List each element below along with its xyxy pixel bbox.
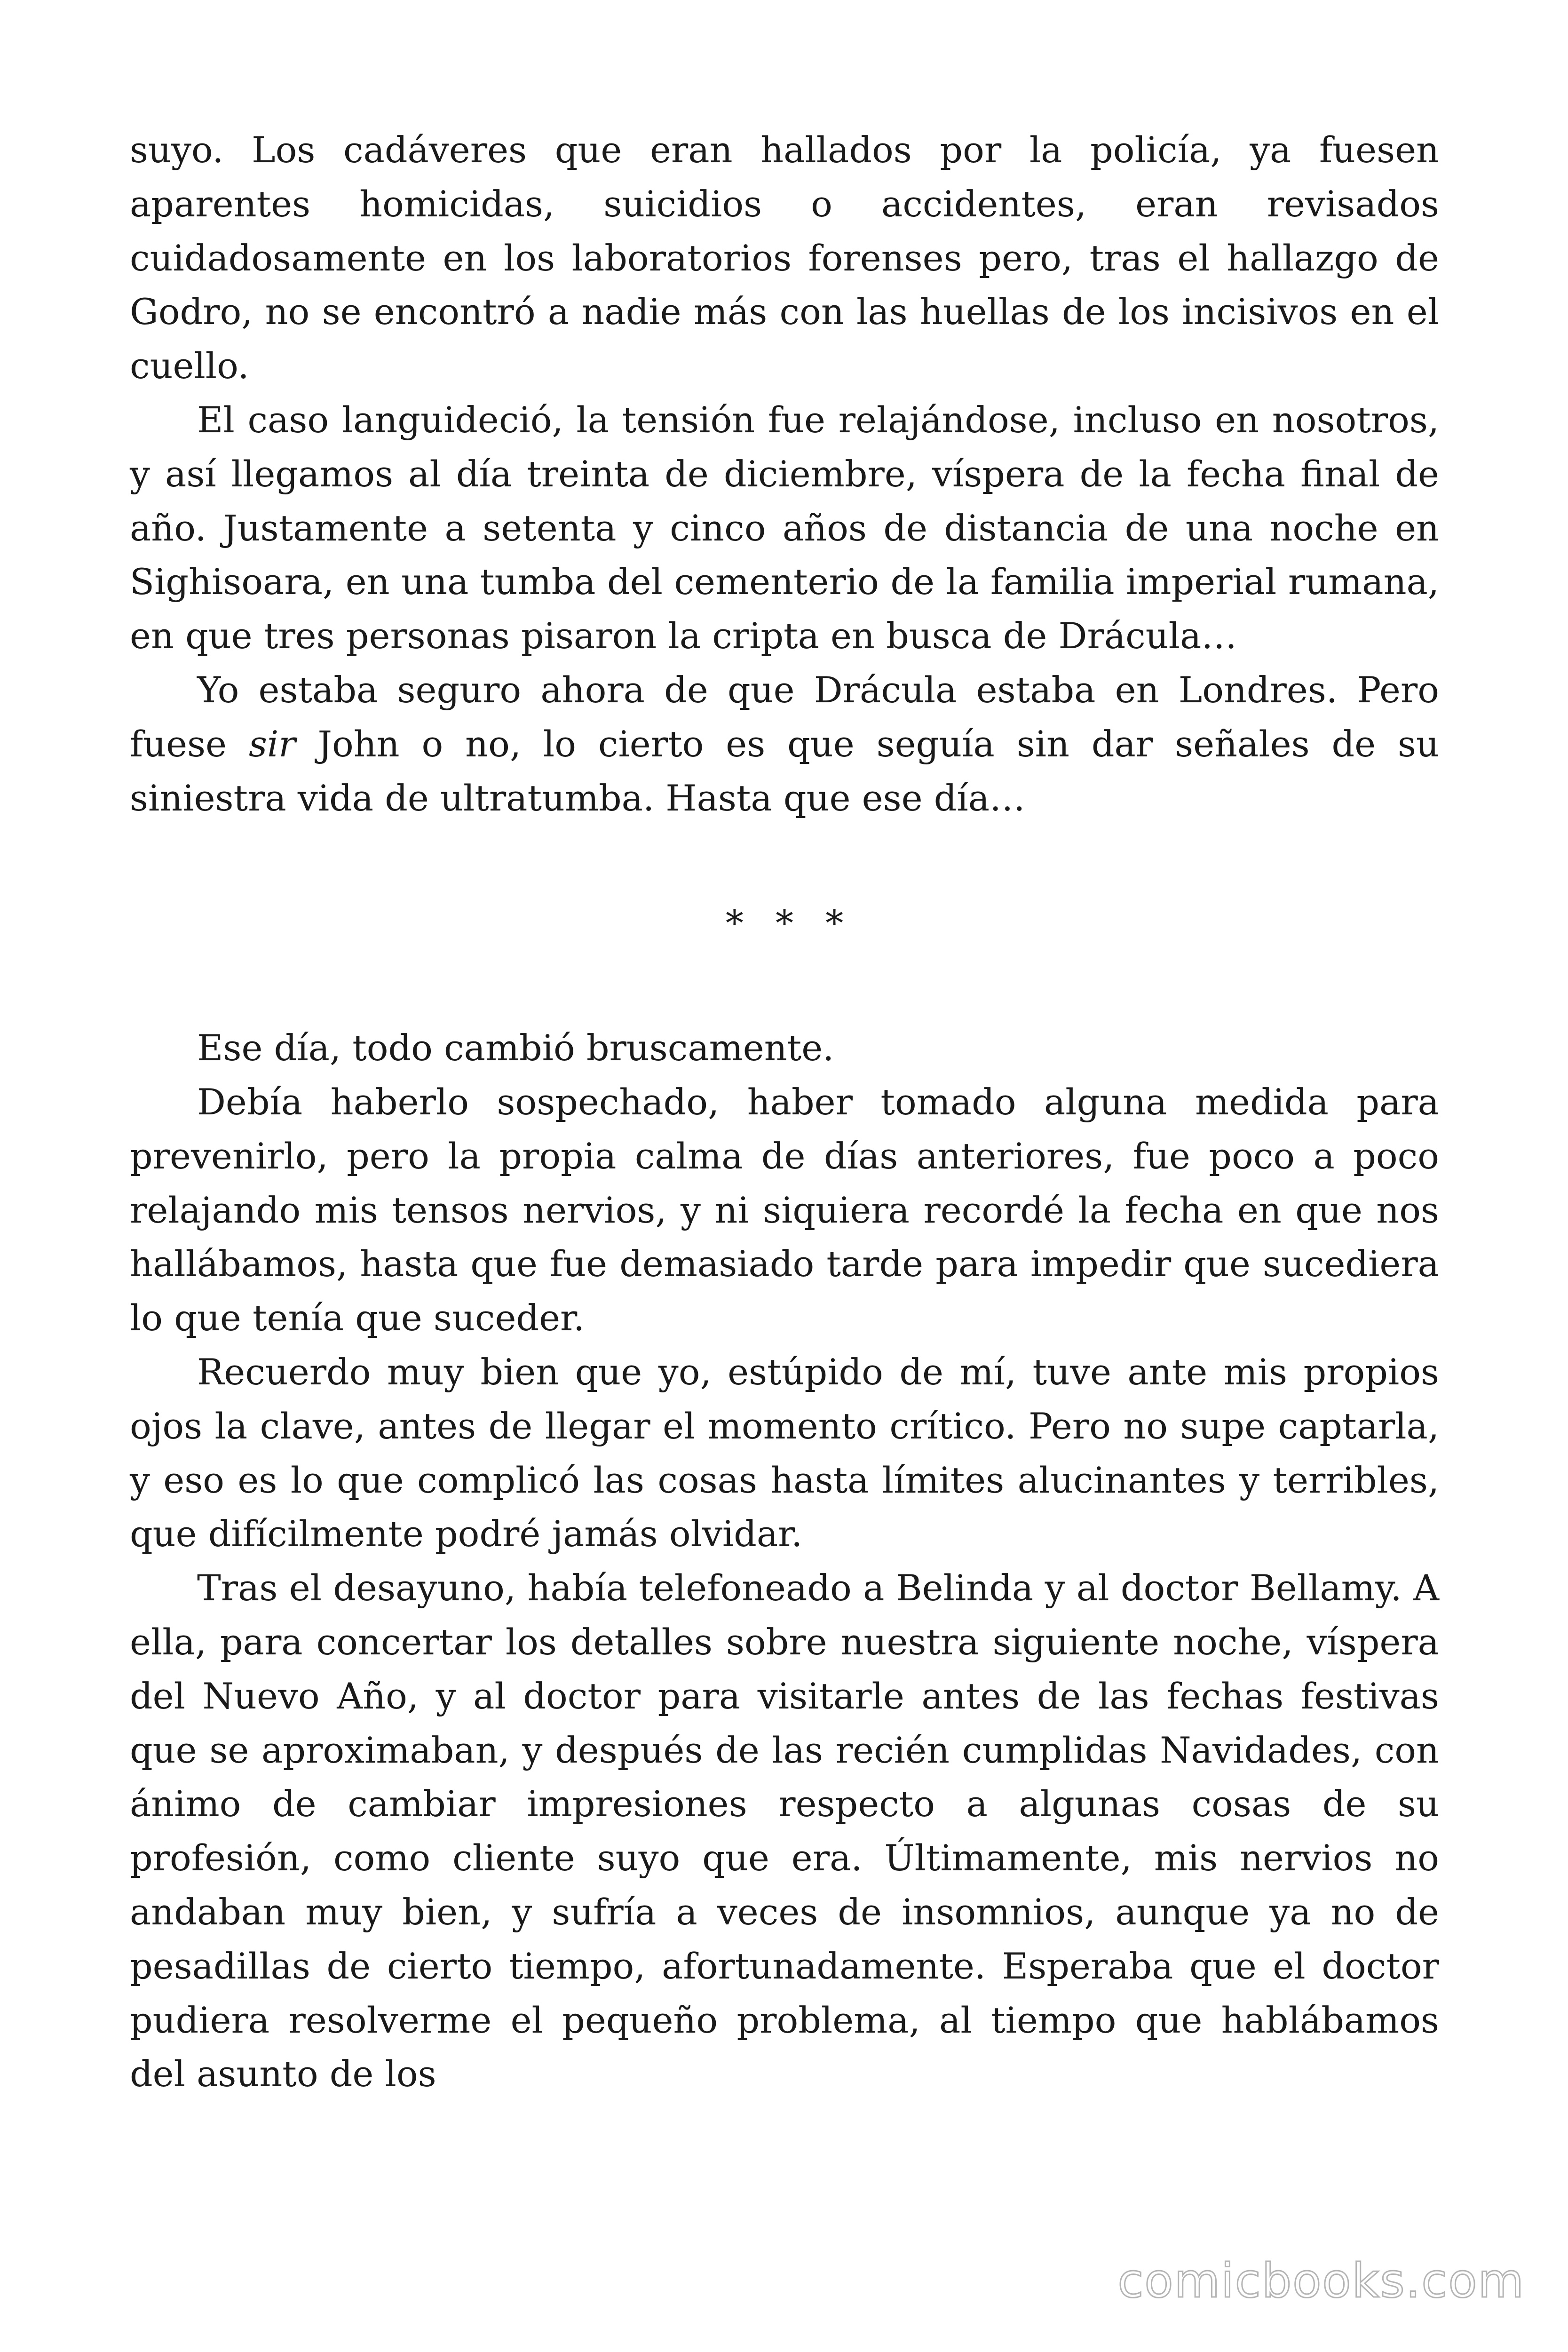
paragraph bbox=[130, 663, 1439, 825]
text-block-before-break bbox=[130, 123, 1439, 825]
paragraph-text: John o no, lo cierto es que seguía sin dar señales de su siniestra vida de ultratumba. Hasta que ese día… bbox=[130, 723, 1439, 819]
paragraph bbox=[130, 393, 1439, 663]
paragraph bbox=[130, 123, 1439, 393]
paragraph bbox=[130, 1561, 1439, 2101]
paragraph bbox=[130, 1345, 1439, 1561]
section-break: * * * bbox=[725, 902, 854, 945]
paragraph-text: Yo estaba seguro ahora de que Drácula estaba en Londres. Pero fuese bbox=[130, 668, 1439, 765]
paragraph-text: Debía haberlo sospechado, haber tomado alguna medida para prevenirlo, pero la propia calma de días anteriores, fue poco a poco relajando mis tensos nervios, y ni siquiera recordé la fecha en que nos hallábamos, hasta que fue demasiado tarde para impedir que sucediera lo que tenía que suceder. bbox=[130, 1081, 1439, 1339]
text-block-after-break bbox=[130, 1021, 1439, 2101]
paragraph-text: Tras el desayuno, había telefoneado a Belinda y al doctor Bellamy. A ella, para concertar los detalles sobre nuestra siguiente noche, víspera del Nuevo Año, y al doctor para visitarle antes de las fechas festivas que se aproximaban, y después de las recién cumplidas Navidades, con ánimo de cambiar impresiones respecto a algunas cosas de su profesión, como cliente suyo que era. Últimamente, mis nervios no andaban muy bien, y sufría a veces de insomnios, aunque ya no de pesadillas de cierto tiempo, afortunadamente. Esperaba que el doctor pudiera resolverme el pequeño problema, al tiempo que hablábamos del asunto de los bbox=[130, 1567, 1439, 2095]
page-text bbox=[130, 123, 1439, 2101]
paragraph-text: El caso languideció, la tensión fue relajándose, incluso en nosotros, y así llegamos al día treinta de diciembre, víspera de la fecha final de año. Justamente a setenta y cinco años de distancia de una noche en Sighisoara, en una tumba del cementerio de la familia imperial rumana, en que tres personas pisaron la cripta en busca de Drácula… bbox=[130, 398, 1439, 657]
paragraph-text: Recuerdo muy bien que yo, estúpido de mí, tuve ante mis propios ojos la clave, antes de llegar el momento crítico. Pero no supe captarla, y eso es lo que complicó las cosas hasta límites alucinantes y terribles, que difícilmente podré jamás olvidar. bbox=[130, 1351, 1439, 1555]
paragraph bbox=[130, 1021, 1439, 1075]
watermark: comicbooks.com bbox=[1117, 2253, 1525, 2308]
paragraph-text: Ese día, todo cambió bruscamente. bbox=[197, 1027, 834, 1069]
italic-text: sir bbox=[248, 723, 296, 765]
paragraph bbox=[130, 1075, 1439, 1345]
paragraph-text: suyo. Los cadáveres que eran hallados por la policía, ya fuesen aparentes homicidas, suicidios o accidentes, eran revisados cuidadosamente en los laboratorios forenses pero, tras el hallazgo de Godro, no se encontró a nadie más con las huellas de los incisivos en el cuello. bbox=[130, 129, 1439, 387]
